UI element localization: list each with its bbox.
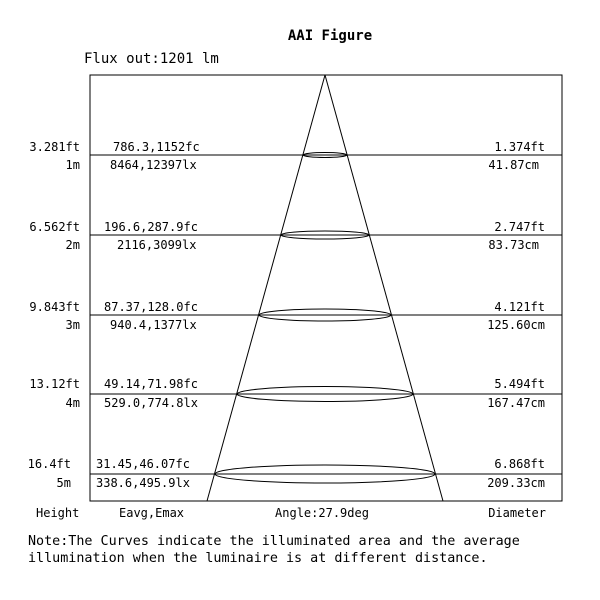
height-ft: 3.281ft <box>29 140 80 154</box>
diameter-cm: 209.33cm <box>487 476 545 490</box>
illuminance-fc: 786.3,1152fc <box>113 140 200 154</box>
illuminance-fc: 196.6,287.9fc <box>104 220 198 234</box>
height-m: 5m <box>56 476 71 490</box>
height-m: 2m <box>65 238 80 252</box>
row-2m <box>29 220 545 252</box>
figure-frame <box>90 75 562 501</box>
row-1m <box>29 140 545 172</box>
diameter-ft: 5.494ft <box>494 377 545 391</box>
height-m: 4m <box>65 396 80 410</box>
height-ft: 16.4ft <box>27 457 71 471</box>
diameter-column-label: Diameter <box>488 506 546 520</box>
illuminance-fc: 49.14,71.98fc <box>104 377 198 391</box>
illuminance-lx: 338.6,495.9lx <box>96 476 190 490</box>
height-m: 1m <box>65 158 80 172</box>
illuminance-lx: 8464,12397lx <box>110 158 197 172</box>
beam-edge-right <box>325 75 443 501</box>
height-m: 3m <box>65 318 80 332</box>
diameter-ft: 2.747ft <box>494 220 545 234</box>
height-ft: 13.12ft <box>29 377 80 391</box>
diameter-cm: 167.47cm <box>487 396 545 410</box>
figure-title: AAI Figure <box>287 28 373 44</box>
beam-edge-left <box>207 75 325 501</box>
row-3m <box>29 300 545 332</box>
figure-note: Note:The Curves indicate the illuminated area and the average illumination when the luminaire is at different distance. <box>28 534 528 566</box>
illuminated-areas <box>215 153 435 484</box>
beam-angle-label: Angle:27.9deg <box>275 506 369 520</box>
illuminance-fc: 31.45,46.07fc <box>96 457 190 471</box>
illuminance-fc: 87.37,128.0fc <box>104 300 198 314</box>
diameter-cm: 125.60cm <box>487 318 545 332</box>
illuminance-lx: 940.4,1377lx <box>110 318 197 332</box>
distance-lines <box>90 155 562 474</box>
diameter-cm: 83.73cm <box>488 238 539 252</box>
height-ft: 9.843ft <box>29 300 80 314</box>
diameter-ft: 4.121ft <box>494 300 545 314</box>
height-ft: 6.562ft <box>29 220 80 234</box>
height-column-label: Height <box>36 506 80 520</box>
eavg-emax-column-label: Eavg,Emax <box>119 506 185 520</box>
diameter-cm: 41.87cm <box>488 158 539 172</box>
illuminance-lx: 2116,3099lx <box>117 238 197 252</box>
diameter-ft: 6.868ft <box>494 457 545 471</box>
footer-labels <box>36 506 546 520</box>
flux-out-label: Flux out:1201 lm <box>84 51 219 67</box>
diameter-ft: 1.374ft <box>494 140 545 154</box>
illuminance-lx: 529.0,774.8lx <box>104 396 198 410</box>
